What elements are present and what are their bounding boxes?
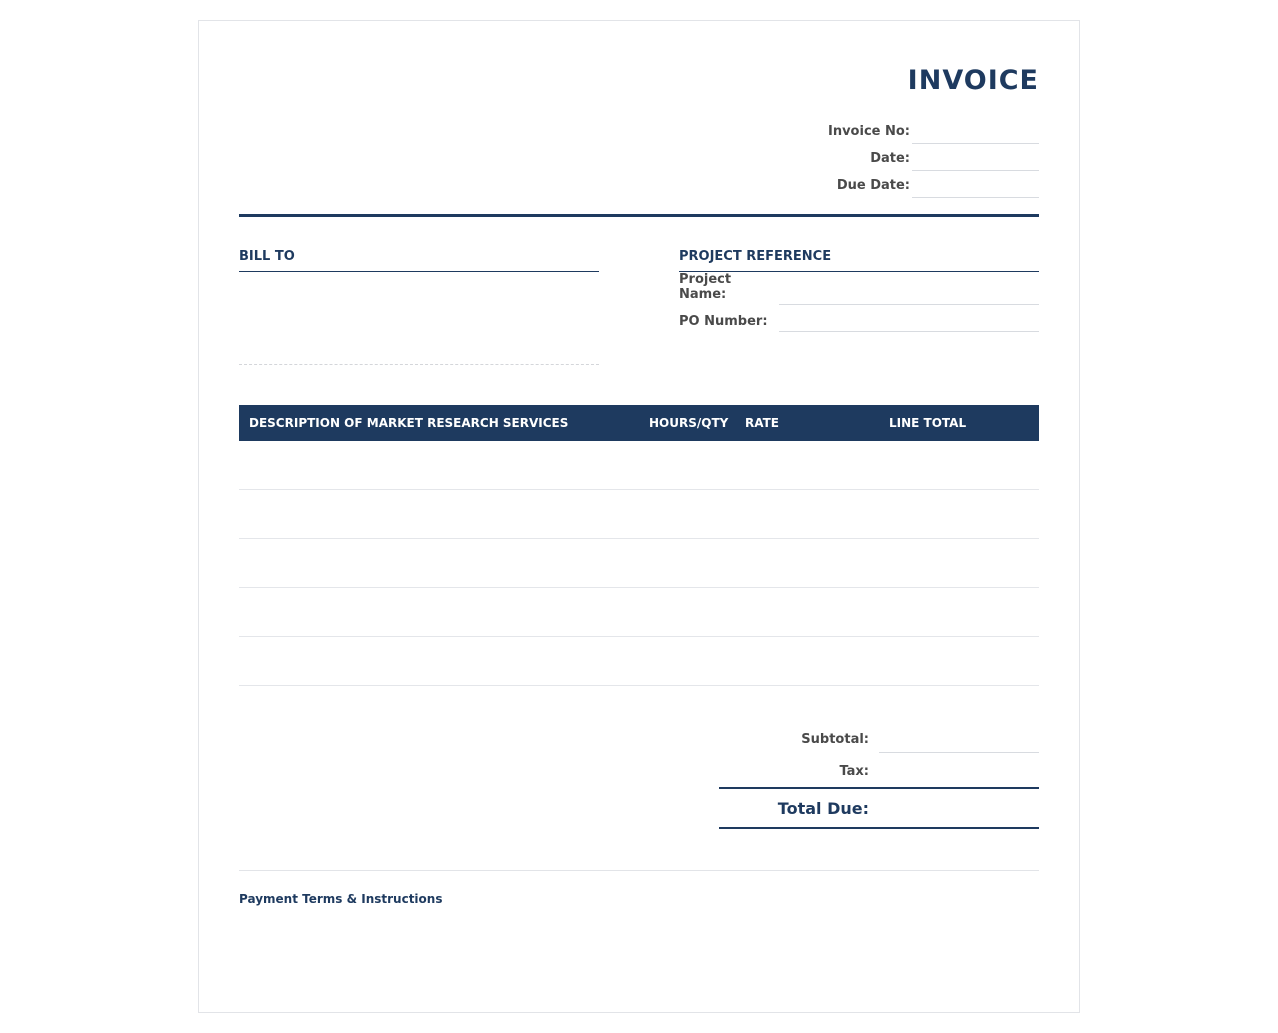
table-row[interactable] xyxy=(239,637,1039,686)
po-number-row xyxy=(679,305,1039,332)
column-header-description: DESCRIPTION OF MARKET RESEARCH SERVICES xyxy=(249,416,569,430)
project-reference-fields xyxy=(679,272,1039,332)
column-header-line-total: LINE TOTAL xyxy=(889,416,967,430)
invoice-meta xyxy=(779,117,1039,198)
project-name-row xyxy=(679,272,1039,305)
total-due-row xyxy=(719,789,1039,829)
invoice-date-label: Date: xyxy=(870,151,910,166)
column-header-hours-qty: HOURS/QTY xyxy=(649,416,729,430)
header-divider xyxy=(239,214,1039,217)
subtotal-field[interactable] xyxy=(879,721,1039,753)
services-table xyxy=(239,405,1039,686)
invoice-page xyxy=(198,20,1080,1013)
bill-to-field[interactable] xyxy=(239,273,599,365)
tax-row xyxy=(719,753,1039,789)
subtotal-row xyxy=(719,721,1039,753)
invoice-number-field[interactable] xyxy=(912,121,1039,144)
po-number-field[interactable] xyxy=(779,306,1039,332)
invoice-number-row xyxy=(779,117,1039,144)
invoice-number-label: Invoice No: xyxy=(827,124,910,139)
table-header xyxy=(239,405,1039,441)
table-row[interactable] xyxy=(239,441,1039,490)
column-header-rate: RATE xyxy=(745,416,779,430)
project-reference-heading: PROJECT REFERENCE xyxy=(679,249,1039,272)
invoice-date-row xyxy=(779,144,1039,171)
due-date-field[interactable] xyxy=(912,175,1039,198)
bill-to-heading: BILL TO xyxy=(239,249,599,272)
po-number-label: PO Number: xyxy=(679,314,768,329)
subtotal-label: Subtotal: xyxy=(801,732,869,747)
totals-block xyxy=(719,721,1039,829)
total-due-label: Total Due: xyxy=(777,798,869,818)
table-row[interactable] xyxy=(239,490,1039,539)
table-row[interactable] xyxy=(239,588,1039,637)
table-row[interactable] xyxy=(239,539,1039,588)
tax-label: Tax: xyxy=(839,764,869,779)
due-date-label: Due Date: xyxy=(836,178,910,193)
due-date-row xyxy=(779,171,1039,198)
project-name-field[interactable] xyxy=(779,279,1039,305)
payment-terms-label: Payment Terms & Instructions xyxy=(239,892,443,906)
project-name-label: Project Name: xyxy=(679,272,732,302)
invoice-date-field[interactable] xyxy=(912,148,1039,171)
footer-divider xyxy=(239,870,1039,871)
invoice-title: INVOICE xyxy=(907,65,1039,96)
